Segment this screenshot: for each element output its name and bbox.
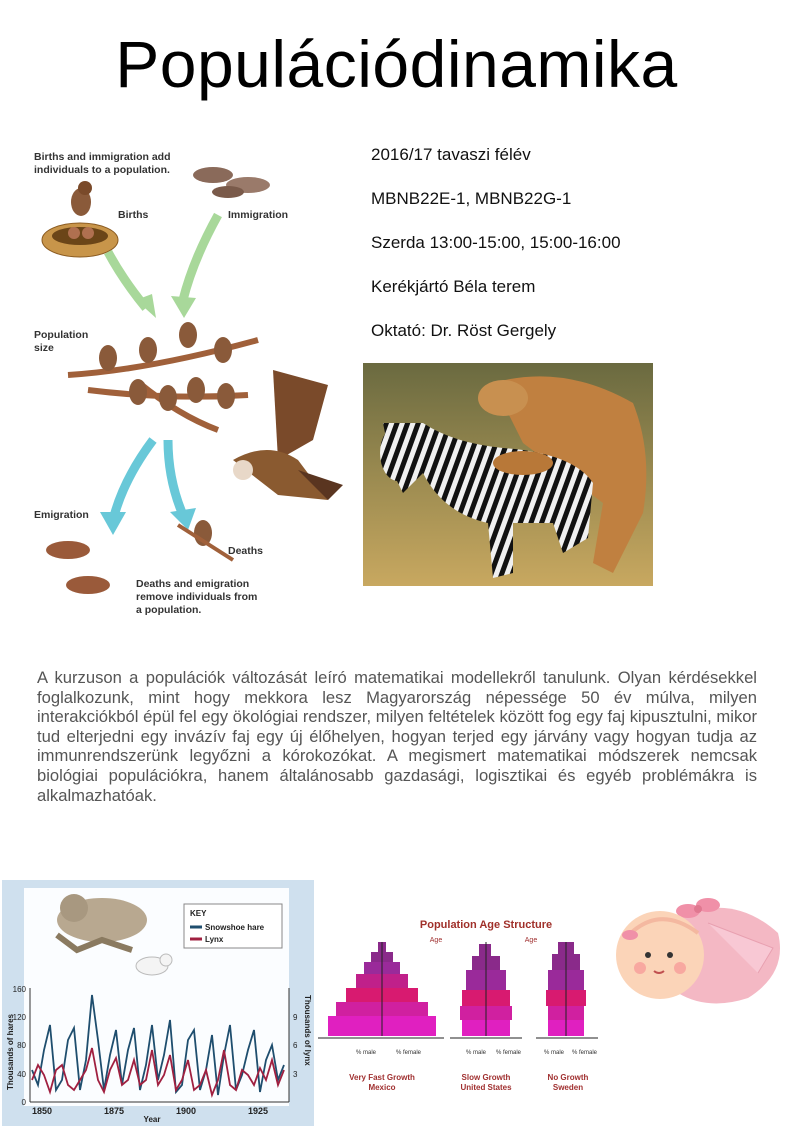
male-label-1: % male xyxy=(356,1050,377,1056)
intro-line-1: Births and immigration add xyxy=(34,151,171,163)
births-label: Births xyxy=(118,209,149,221)
xtick-1850: 1850 xyxy=(31,1106,53,1116)
ytick-0: 0 xyxy=(21,1098,26,1107)
female-label-2: % female xyxy=(496,1050,522,1056)
group-us-l2: United States xyxy=(460,1083,512,1092)
outro-line-1: Deaths and emigration xyxy=(136,578,250,590)
key-title: KEY xyxy=(190,909,207,918)
female-label-3: % female xyxy=(572,1050,598,1056)
female-label-1: % female xyxy=(396,1050,422,1056)
population-diagram xyxy=(28,140,348,630)
key-lynx: Lynx xyxy=(205,935,224,944)
key-hare: Snowshoe hare xyxy=(205,923,265,932)
size-label-1: Population xyxy=(34,329,89,341)
ytick-160: 160 xyxy=(12,985,26,994)
course-description: A kurzuson a populációk változását leíró matematikai modellekről tanulunk. Olyan kérdésekkel foglalkozunk, mint hogy mekkora lesz Magyarország népessége 50 év múlva, milyen interakciókból épül fel egy ökológiai rendszer, milyen feltételek között fog egy faj kipusztulni, mikor tud elterjedni egy invázív faj egy új élőhelyen, hogyan terjed egy járvány vagy hogyan tudja az immunrendszerünk legyőzni a kórokozókat. A megismert matematikai módszerek nemcsak biológiai populációkra, hanem általánosabb gazdasági, logisztikai és egyéb problémákra is alkalmazhatóak. xyxy=(37,668,757,805)
xtick-1925: 1925 xyxy=(247,1106,269,1116)
semester: 2016/17 tavaszi félév xyxy=(371,145,531,164)
outro-line-3: a population. xyxy=(136,604,202,616)
immigration-arrow xyxy=(183,215,218,300)
group-sweden-l2: Sweden xyxy=(552,1083,584,1092)
emigrating-birds-icon xyxy=(46,541,110,594)
pyramids-title: Population Age Structure xyxy=(419,919,553,931)
course-room: Kerékjártó Béla terem xyxy=(371,277,536,296)
deaths-arrow xyxy=(168,440,183,515)
course-codes: MBNB22E-1, MBNB22G-1 xyxy=(371,189,572,208)
ytick-r-9: 9 xyxy=(293,1013,298,1022)
pyramid-sweden xyxy=(536,942,598,1092)
population-pyramids xyxy=(316,912,611,1098)
bird-icon xyxy=(71,181,92,216)
x-axis-label: Year xyxy=(143,1115,161,1124)
group-sweden-l1: No Growth xyxy=(547,1073,589,1082)
zebra-lion-photo xyxy=(363,363,653,586)
pyramid-us xyxy=(450,937,537,1092)
ytick-r-6: 6 xyxy=(293,1041,298,1050)
age-label-2: Age xyxy=(524,937,538,944)
hare-lynx-chart xyxy=(2,880,314,1126)
male-label-3: % male xyxy=(544,1050,565,1056)
xtick-1875: 1875 xyxy=(103,1106,125,1116)
baby-illustration xyxy=(608,893,790,1011)
immigration-label: Immigration xyxy=(228,209,289,221)
ytick-80: 80 xyxy=(17,1041,26,1050)
course-instructor: Oktató: Dr. Röst Gergely xyxy=(371,321,557,340)
emigration-label: Emigration xyxy=(34,509,89,521)
group-mexico-l2: Mexico xyxy=(368,1083,396,1092)
age-label-1: Age xyxy=(429,937,443,944)
emigration-arrow xyxy=(113,440,153,520)
xtick-1900: 1900 xyxy=(175,1106,197,1116)
course-info xyxy=(371,144,621,364)
pyramid-mexico xyxy=(318,937,444,1092)
group-mexico-l1: Very Fast Growth xyxy=(349,1073,415,1082)
flying-birds-icon xyxy=(193,167,270,198)
ytick-40: 40 xyxy=(17,1070,26,1079)
course-time: Szerda 13:00-15:00, 15:00-16:00 xyxy=(371,233,621,252)
y-axis-label-right: Thousands of lynx xyxy=(303,995,312,1066)
ytick-r-3: 3 xyxy=(293,1070,298,1079)
outro-line-2: remove individuals from xyxy=(136,591,258,603)
ytick-120: 120 xyxy=(12,1013,26,1022)
group-us-l1: Slow Growth xyxy=(461,1073,511,1082)
size-label-2: size xyxy=(34,342,54,354)
male-label-2: % male xyxy=(466,1050,487,1056)
deaths-label: Deaths xyxy=(228,545,264,557)
y-axis-label-left: Thousands of hares xyxy=(6,1013,15,1090)
hawk-icon xyxy=(233,370,343,500)
hair-bow-icon xyxy=(622,930,638,940)
intro-line-2: individuals to a population. xyxy=(34,164,170,176)
page-title: Populációdinamika xyxy=(115,27,678,101)
